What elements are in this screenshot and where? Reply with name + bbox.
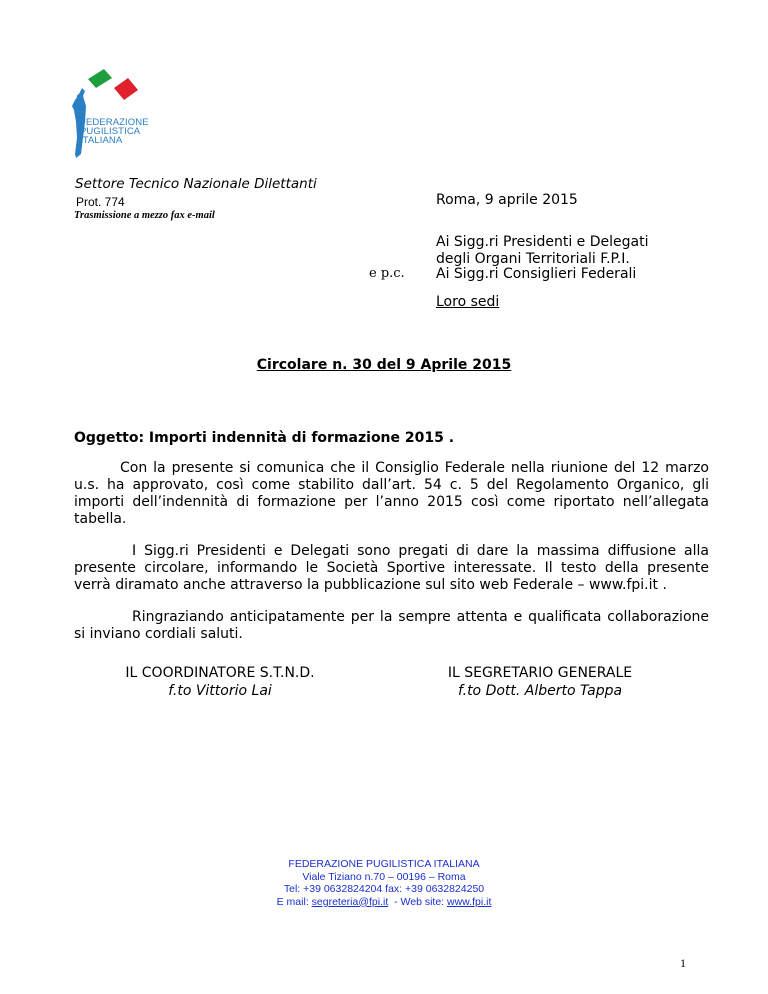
circular-title: Circolare n. 30 del 9 Aprile 2015 <box>256 357 512 373</box>
footer-address: Viale Tiziano n.70 – 00196 – Roma <box>302 870 466 883</box>
body-paragraph: Ringraziando anticipatamente per la sempre attenta e qualificata collaborazione si inviano cordiali saluti. <box>74 609 709 642</box>
footer-phone: Tel: +39 0632824204 fax: +39 0632824250 <box>283 883 485 895</box>
loro-sedi: Loro sedi <box>436 294 500 310</box>
body-paragraph: Con la presente si comunica che il Consiglio Federale nella riunione del 12 marzo u.s. ha approvato, così come stabilito dall’art. 54 c. 5 del Regolamento Organico, gli importi dell’indennità di formazione per l’anno 2015 così come riportato nell’allegata tabella. <box>74 460 709 527</box>
body-paragraph: I Sigg.ri Presidenti e Delegati sono pregati di dare la massima diffusione alla presente circolare, informando le Società Sportive interessate. Il testo della presente verrà diramato anche attraverso la pubblicazione sul sito web Federale – www.fpi.it . <box>74 543 709 593</box>
recipient-line: Ai Sigg.ri Presidenti e Delegati <box>436 234 649 250</box>
logo-text <box>80 118 149 145</box>
cc-recipient: Ai Sigg.ri Consiglieri Federali <box>436 266 637 282</box>
recipients-block <box>436 234 648 268</box>
footer-org: FEDERAZIONE PUGILISTICA ITALIANA <box>288 858 480 870</box>
signature-name: f.to Vittorio Lai <box>168 683 272 699</box>
epc-label: e p.c. <box>369 266 405 281</box>
place-date: Roma, 9 aprile 2015 <box>436 192 578 208</box>
signature-coordinator <box>90 664 350 700</box>
logo-line: FEDERAZIONE <box>80 117 149 128</box>
subject-line: Oggetto: Importi indennità di formazione 2015 . <box>74 430 455 446</box>
protocol-number: Prot. 774 <box>76 195 125 209</box>
transmission-note: Trasmissione a mezzo fax e-mail <box>74 210 215 221</box>
website-link[interactable]: www.fpi.it <box>447 895 492 908</box>
fpi-logo <box>66 66 156 166</box>
footer-contacts <box>0 858 768 908</box>
logo-line: PUGILISTICA <box>80 126 141 137</box>
recipient-line: degli Organi Territoriali F.P.I. <box>436 251 630 267</box>
boxer-flag-icon <box>66 66 156 166</box>
footer-links <box>0 896 768 909</box>
web-label: - Web site: <box>388 895 448 908</box>
email-link[interactable]: segreteria@fpi.it <box>311 895 389 908</box>
signature-name: f.to Dott. Alberto Tappa <box>457 683 623 699</box>
signature-secretary <box>390 664 690 700</box>
logo-line: ITALIANA <box>80 135 123 146</box>
signature-title: IL SEGRETARIO GENERALE <box>447 665 633 681</box>
email-label: E mail: <box>276 895 312 908</box>
settore-title: Settore Tecnico Nazionale Dilettanti <box>75 176 317 192</box>
page-number: 1 <box>680 956 686 970</box>
signature-title: IL COORDINATORE S.T.N.D. <box>125 665 315 681</box>
